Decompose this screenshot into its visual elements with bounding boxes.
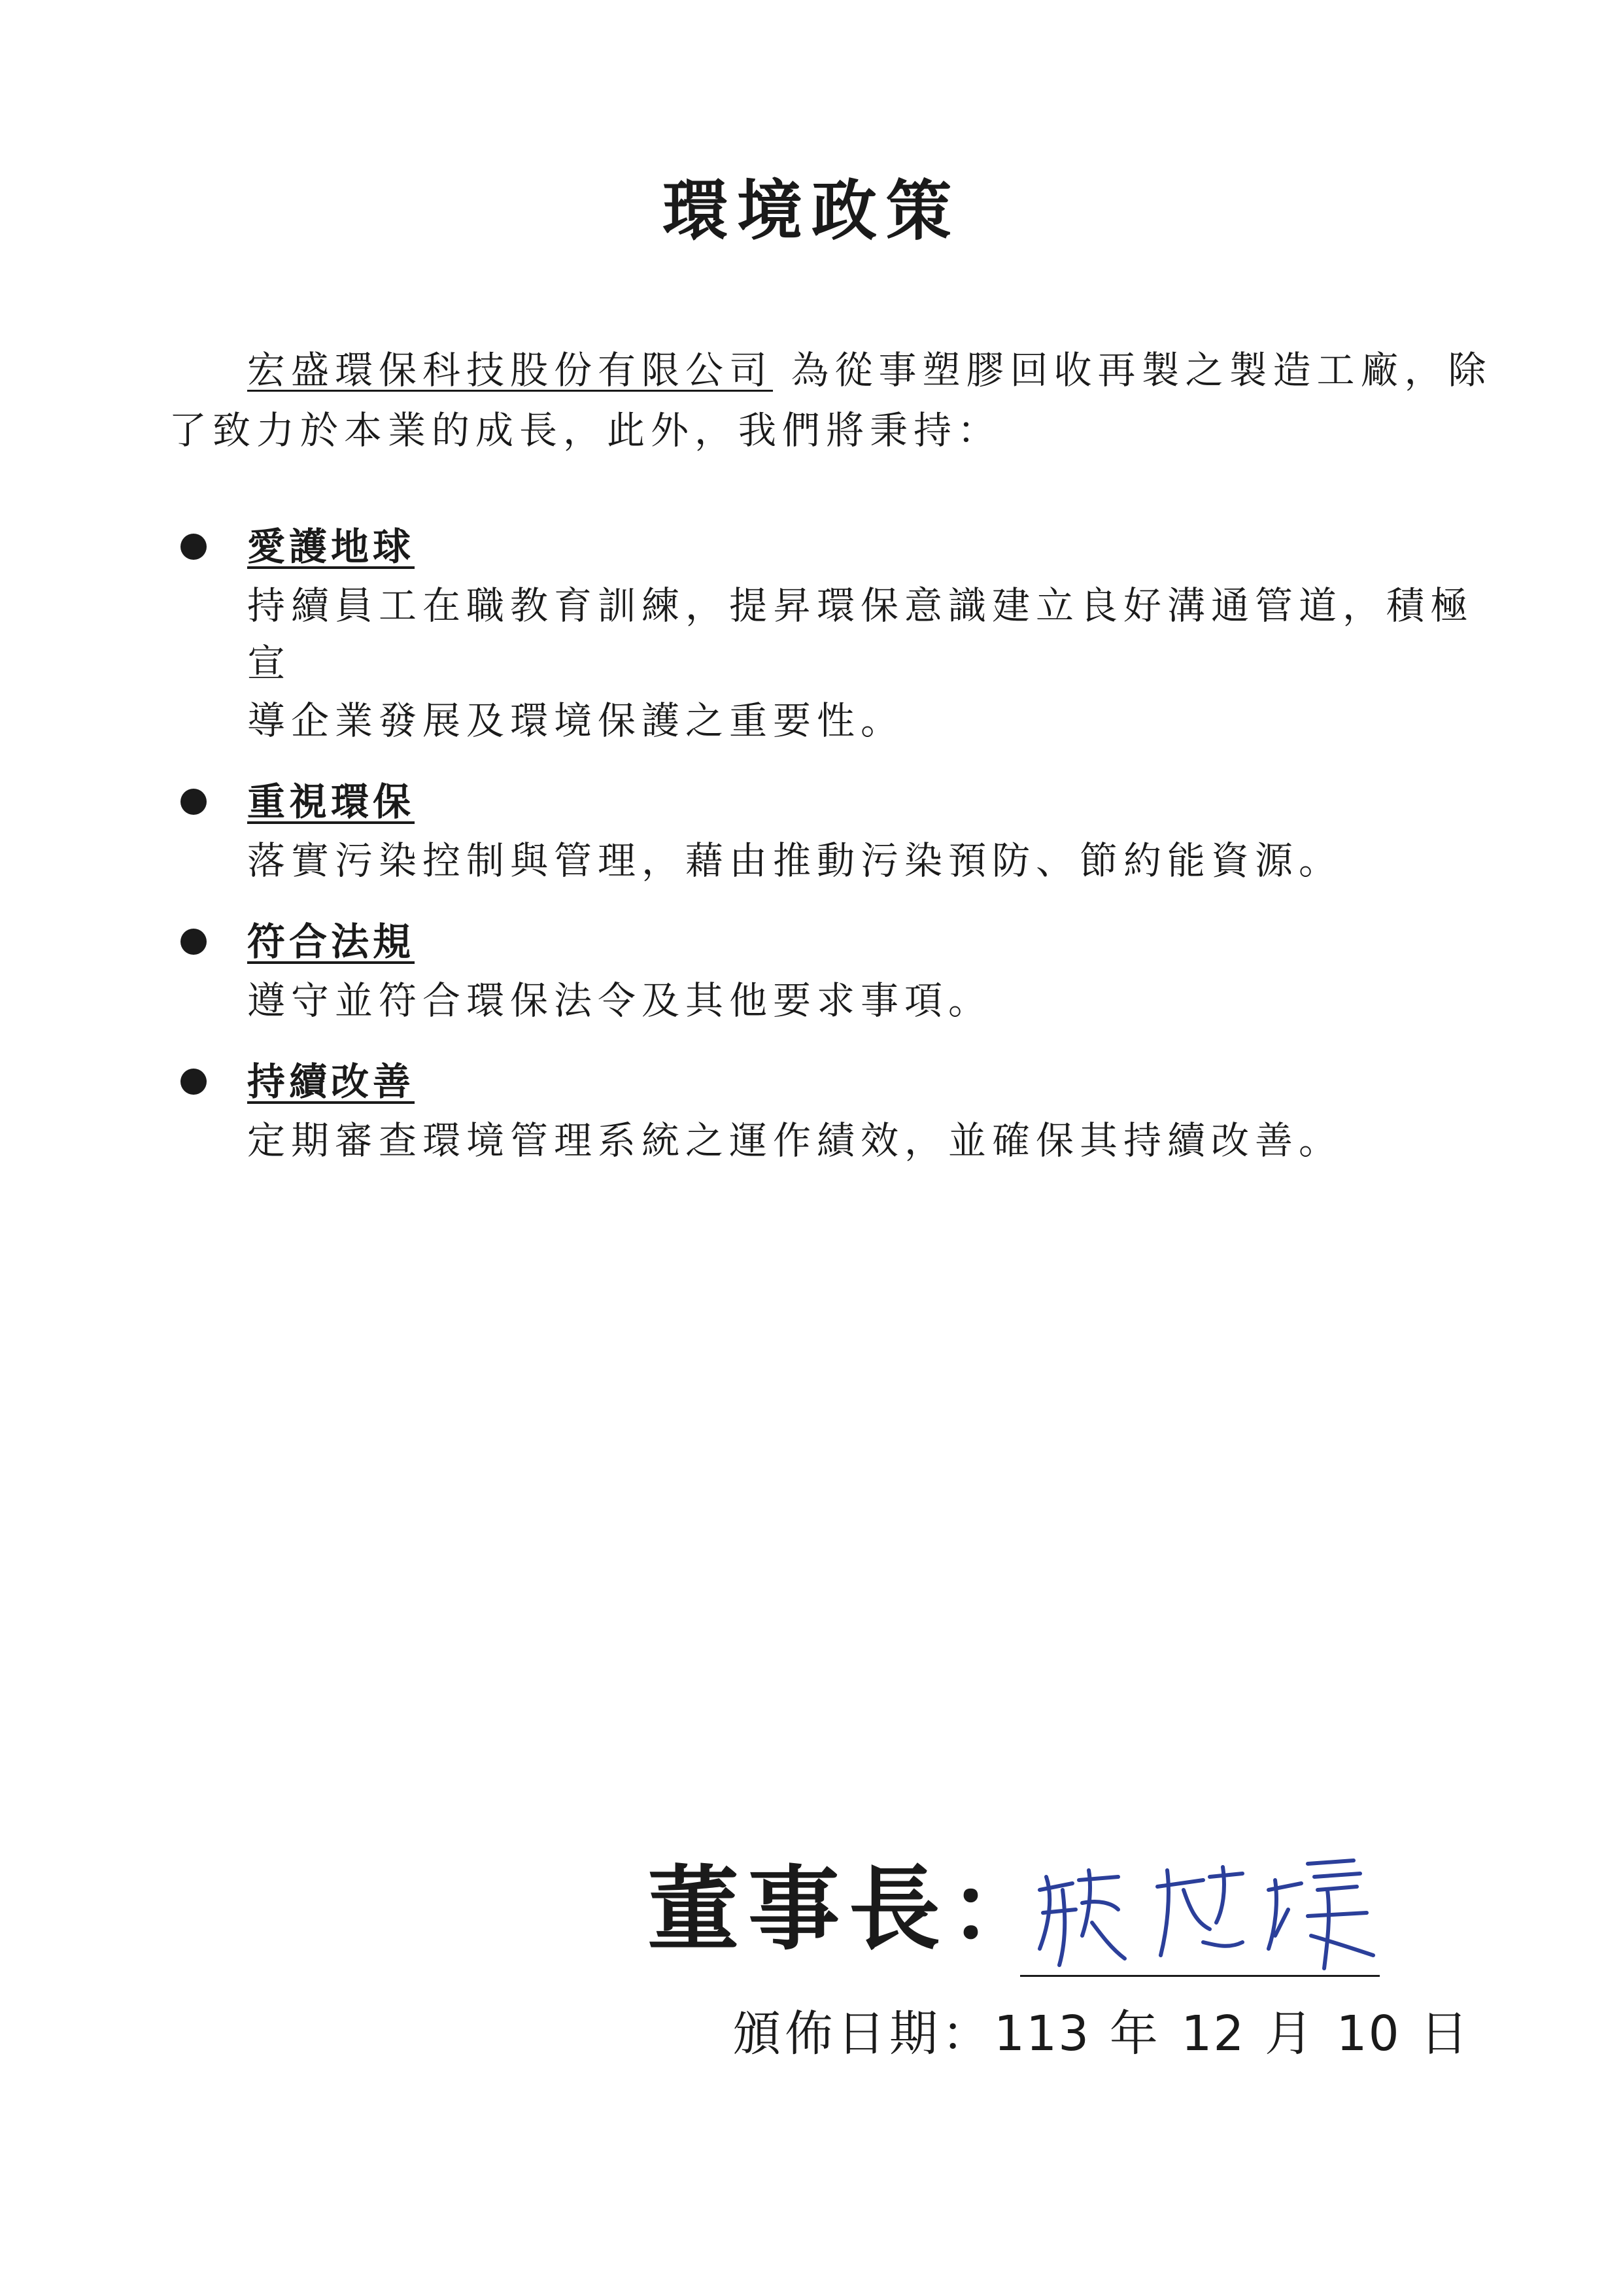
- date-day-unit: 日: [1420, 2006, 1473, 2062]
- policy-heading: 愛護地球: [247, 524, 415, 569]
- bullet-icon: [180, 929, 207, 955]
- intro-line-1-rest: 為從事塑膠回收再製之製造工廠，除: [791, 348, 1492, 392]
- policy-item-protect-earth: [169, 517, 1483, 749]
- bullet-icon: [180, 1069, 207, 1095]
- date-month: 12: [1181, 2006, 1246, 2062]
- policy-text-line: 遵守並符合環保法令及其他要求事項。: [247, 978, 993, 1023]
- policy-heading: 重視環保: [247, 780, 415, 824]
- intro-line-1: [169, 340, 1492, 400]
- policy-item-value-environment: [169, 772, 1483, 889]
- date-month-unit: 月: [1265, 2006, 1318, 2062]
- policy-text-line: 定期審查環境管理系統之運作績效，並確保其持續改善。: [247, 1118, 1343, 1163]
- company-name: 宏盛環保科技股份有限公司: [247, 348, 774, 392]
- signature-underline: [1020, 1975, 1380, 1977]
- date-year-unit: 年: [1109, 2006, 1162, 2062]
- bullet-icon: [180, 789, 207, 815]
- document-title: 環境政策: [662, 172, 961, 249]
- policy-text-line: 導企業發展及環境保護之重要性。: [247, 698, 905, 743]
- intro-paragraph: [169, 340, 1492, 460]
- policy-text-line: 持續員工在職教育訓練，提昇環保意識建立良好溝通管道，積極宣: [247, 583, 1475, 685]
- policy-heading: 持續改善: [247, 1059, 415, 1104]
- bullet-icon: [180, 534, 207, 560]
- date-day: 10: [1336, 2006, 1401, 2062]
- policy-item-compliance: [169, 912, 1483, 1029]
- handwritten-signature: [1027, 1851, 1380, 1981]
- promulgation-label: 頒佈日期：: [732, 2006, 994, 2062]
- chairman-label: 董事長：: [647, 1856, 1051, 1963]
- intro-line-2: 了致力於本業的成長，此外，我們將秉持：: [169, 408, 1002, 453]
- policy-text-line: 落實污染控制與管理，藉由推動污染預防、節約能資源。: [247, 838, 1343, 883]
- policy-heading: 符合法規: [247, 919, 415, 964]
- promulgation-date: [732, 1998, 1472, 2070]
- policy-item-continuous-improvement: [169, 1052, 1483, 1169]
- date-year: 113: [994, 2006, 1091, 2062]
- policy-list: [169, 517, 1483, 1191]
